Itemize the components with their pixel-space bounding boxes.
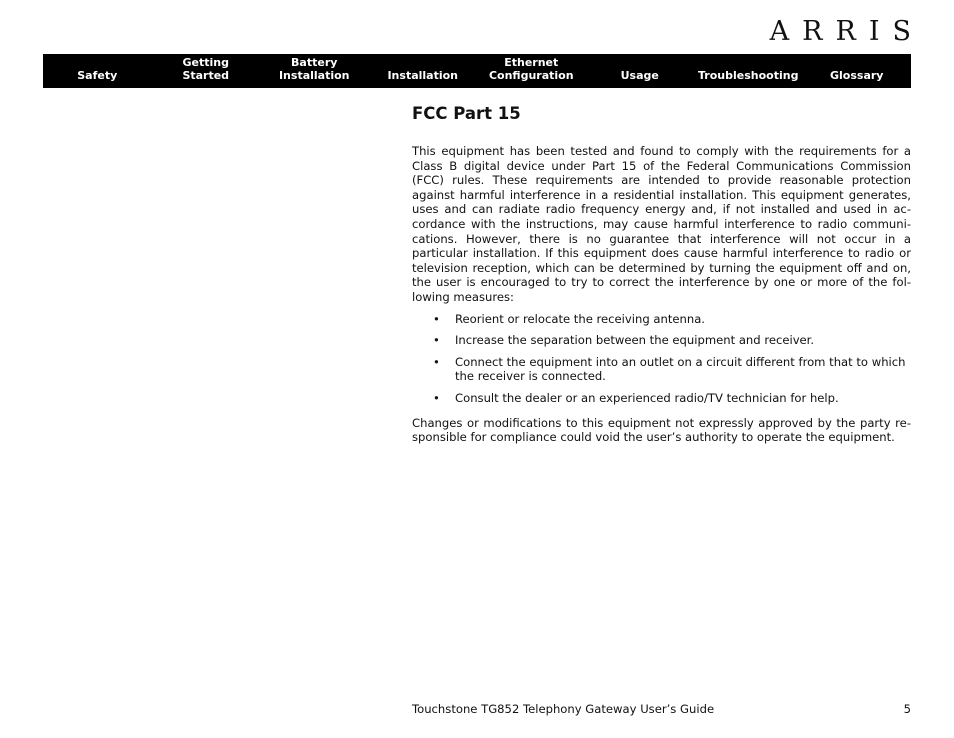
arris-logo: ARRIS	[769, 16, 924, 47]
page-number: 5	[903, 702, 911, 716]
nav-tab-troubleshooting[interactable]	[694, 54, 803, 88]
measures-list	[412, 312, 911, 406]
nav-tab-safety[interactable]	[43, 54, 152, 88]
nav-tab-label: Installation	[387, 69, 459, 82]
nav-tab-label: Usage	[620, 69, 659, 82]
list-item: • Reorient or relocate the receiving antenna.	[455, 312, 911, 327]
list-item: • Increase the separation between the equipment and receiver.	[455, 333, 911, 348]
closing-paragraph: Changes or modifications to this equipment not expressly approved by the party responsible for compliance could void the user’s authority to operate the equipment.	[412, 415, 911, 445]
nav-tab-usage[interactable]	[586, 54, 695, 88]
nav-tab-label: Safety	[77, 69, 118, 82]
section-title: FCC Part 15	[412, 104, 521, 123]
nav-tab-label: Glossary	[830, 69, 884, 82]
nav-tab-installation[interactable]	[369, 54, 478, 88]
nav-tab-battery-installation[interactable]	[260, 54, 369, 88]
intro-paragraph: This equipment has been tested and found to comply with the requirements for a Class B digital device under Part 15 of the Federal Communications Commission (FCC) rules. These requirements are intended to provide reasonable protection against harmful interference in a residential installation. This equipment generates, uses and can radiate radio frequency energy and, if not installed and used in accordance with the instructions, may cause harmful interference to radio communications. However, there is no guarantee that interference will not occur in a particular installation. If this equipment does cause harmful interference to radio or television reception, which can be determined by turning the equipment off and on, the user is encouraged to try to correct the interference by one or more of the following measures:	[412, 144, 911, 304]
section-nav-bar	[43, 54, 911, 88]
footer-guide-title: Touchstone TG852 Telephony Gateway User’s Guide	[412, 702, 715, 716]
nav-tab-label: Battery Installation	[278, 56, 350, 82]
nav-tab-label: Ethernet Configuration	[488, 56, 574, 82]
list-item: • Connect the equipment into an outlet on a circuit different from that to which the receiver is connected.	[455, 355, 911, 384]
nav-tab-ethernet-configuration[interactable]	[477, 54, 586, 88]
nav-tab-label: Troubleshooting	[698, 69, 799, 82]
main-content	[412, 104, 911, 445]
nav-tab-getting-started[interactable]	[152, 54, 261, 88]
nav-tab-label: Getting Started	[182, 56, 230, 82]
list-item: • Consult the dealer or an experienced radio/TV technician for help.	[455, 391, 911, 406]
nav-tab-glossary[interactable]	[803, 54, 912, 88]
